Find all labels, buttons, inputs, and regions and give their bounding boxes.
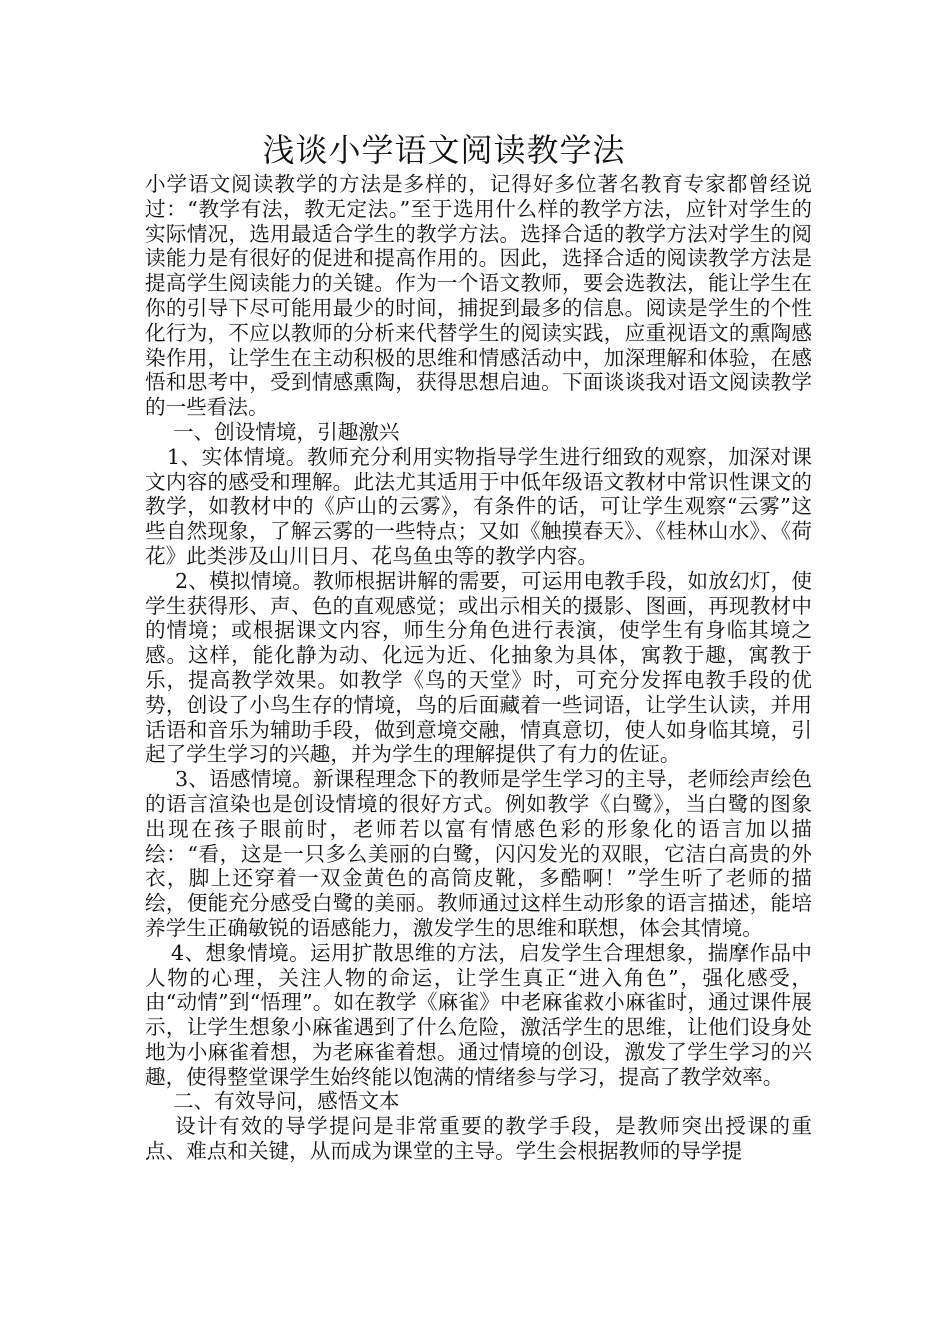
document-title: 浅谈小学语文阅读教学法 — [262, 131, 626, 169]
paragraph-item-3: 3、语感情境。新课程理念下的教师是学生学习的主导，老师绘声绘色的语言渲染也是创设情境的很好方式。例如教学《白鹭》，当白鹭的图象出现在孩子眼前时，老师若以富有情感色彩的形象化的语言加以描绘：“看，这是一只多么美丽的白鹭，闪闪发光的双眼，它洁白高贵的外衣，脚上还穿着一双金黄色的高筒皮靴，多酷啊！”学生听了老师的描绘，便能充分感受白鹭的美丽。教师通过这样生动形象的语言描述，能培养学生正确敏锐的语感能力，激发学生的思维和联想，体会其情境。 — [145, 767, 812, 940]
section-heading-1: 一、创设情境，引趣激兴 — [173, 419, 400, 444]
paragraph-item-4: 4、想象情境。运用扩散思维的方法，启发学生合理想象，揣摩作品中人物的心理，关注人物的命运，让学生真正“进入角色”，强化感受，由“动情”到“悟理”。如在教学《麻雀》中老麻雀救小麻雀时，通过课件展示，让学生想象小麻雀遇到了什么危险，激活学生的思维，让他们设身处地为小麻雀着想，为老麻雀着想。通过情境的创设，激发了学生学习的兴趣，使得整堂课学生始终能以饱满的情绪参与学习，提高了教学效率。 — [145, 940, 812, 1089]
paragraph-item-1: 1、实体情境。教师充分利用实物指导学生进行细致的观察，加深对课文内容的感受和理解。此法尤其适用于中低年级语文教材中常识性课文的教学，如教材中的《庐山的云雾》，有条件的话，可让学生观察“云雾”这些自然现象，了解云雾的一些特点；又如《触摸春天》、《桂林山水》、《荷花》此类涉及山川日月、花鸟鱼虫等的教学内容。 — [145, 444, 812, 568]
section-heading-2: 二、有效导问，感悟文本 — [173, 1089, 400, 1114]
document-body — [145, 172, 812, 1164]
paragraph-section-2: 设计有效的导学提问是非常重要的教学手段，是教师突出授课的重点、难点和关键，从而成为课堂的主导。学生会根据教师的导学提 — [145, 1114, 812, 1164]
paragraph-intro: 小学语文阅读教学的方法是多样的，记得好多位著名教育专家都曾经说过：“教学有法，教无定法。”至于选用什么样的教学方法，应针对学生的实际情况，选用最适合学生的教学方法。选择合适的教学方法对学生的阅读能力是有很好的促进和提高作用的。因此，选择合适的阅读教学方法是提高学生阅读能力的关键。作为一个语文教师，要会选教法，能让学生在你的引导下尽可能用最少的时间，捕捉到最多的信息。阅读是学生的个性化行为，不应以教师的分析来代替学生的阅读实践，应重视语文的熏陶感染作用，让学生在主动积极的思维和情感活动中，加深理解和体验，在感悟和思考中，受到情感熏陶，获得思想启迪。下面谈谈我对语文阅读教学的一些看法。 — [145, 172, 812, 420]
paragraph-item-2: 2、模拟情境。教师根据讲解的需要，可运用电教手段，如放幻灯，使学生获得形、声、色的直观感觉；或出示相关的摄影、图画，再现教材中的情境；或根据课文内容，师生分角色进行表演，使学生有身临其境之感。这样，能化静为动、化远为近、化抽象为具体，寓教于趣，寓教于乐，提高教学效果。如教学《鸟的天堂》时，可充分发挥电教手段的优势，创设了小鸟生存的情境，鸟的后面藏着一些词语，让学生认读，并用话语和音乐为辅助手段，做到意境交融，情真意切，使人如身临其境，引起了学生学习的兴趣，并为学生的理解提供了有力的佐证。 — [145, 568, 812, 767]
